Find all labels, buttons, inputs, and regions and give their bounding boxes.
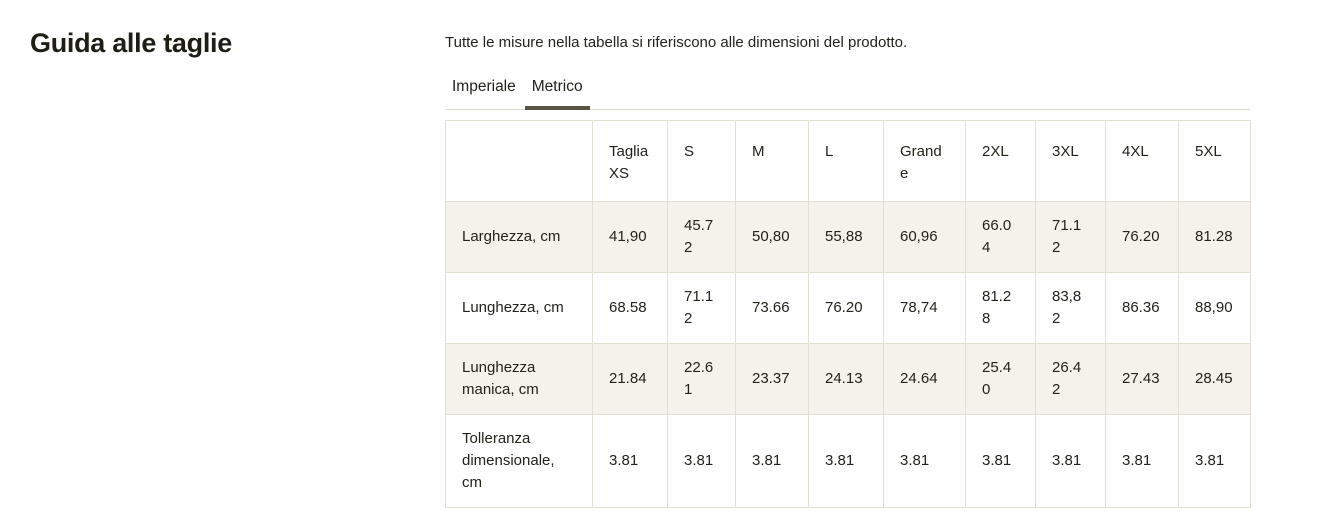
table-description: Tutte le misure nella tabella si riferiscono alle dimensioni del prodotto. xyxy=(445,34,908,51)
header-row xyxy=(446,121,1251,202)
table-cell: 50,80 xyxy=(736,202,809,273)
table-cell: 27.43 xyxy=(1106,344,1179,415)
table-cell: 28.45 xyxy=(1179,344,1251,415)
table-cell: 3.81 xyxy=(966,415,1036,508)
table-cell: 22.61 xyxy=(668,344,736,415)
table-cell: 24.13 xyxy=(809,344,884,415)
table-cell: 60,96 xyxy=(884,202,966,273)
row-label: Lunghezza manica, cm xyxy=(446,344,593,415)
table-cell: 3.81 xyxy=(668,415,736,508)
size-table xyxy=(445,120,1251,508)
unit-tabs xyxy=(445,78,1250,110)
table-cell: 76.20 xyxy=(809,273,884,344)
table-cell: 66.04 xyxy=(966,202,1036,273)
row-label: Tolleranza dimensionale, cm xyxy=(446,415,593,508)
table-row xyxy=(446,273,1251,344)
table-row xyxy=(446,344,1251,415)
column-header: Taglia XS xyxy=(593,121,668,202)
size-table-header xyxy=(446,121,1251,202)
table-cell: 71.12 xyxy=(668,273,736,344)
table-cell: 73.66 xyxy=(736,273,809,344)
tab-imperiale[interactable]: Imperiale xyxy=(445,78,523,110)
table-cell: 3.81 xyxy=(1179,415,1251,508)
table-cell: 78,74 xyxy=(884,273,966,344)
table-cell: 3.81 xyxy=(593,415,668,508)
row-label: Larghezza, cm xyxy=(446,202,593,273)
column-header: 5XL xyxy=(1179,121,1251,202)
table-cell: 81.28 xyxy=(1179,202,1251,273)
table-cell: 23.37 xyxy=(736,344,809,415)
table-cell: 76.20 xyxy=(1106,202,1179,273)
table-cell: 55,88 xyxy=(809,202,884,273)
table-cell: 21.84 xyxy=(593,344,668,415)
table-cell: 68.58 xyxy=(593,273,668,344)
page-title: Guida alle taglie xyxy=(30,28,232,58)
column-header: 2XL xyxy=(966,121,1036,202)
table-row xyxy=(446,202,1251,273)
table-cell: 3.81 xyxy=(884,415,966,508)
table-cell: 24.64 xyxy=(884,344,966,415)
table-cell: 71.12 xyxy=(1036,202,1106,273)
table-cell: 3.81 xyxy=(1036,415,1106,508)
table-cell: 3.81 xyxy=(736,415,809,508)
table-cell: 88,90 xyxy=(1179,273,1251,344)
column-header: L xyxy=(809,121,884,202)
row-label: Lunghezza, cm xyxy=(446,273,593,344)
table-cell: 3.81 xyxy=(809,415,884,508)
column-header: Grande xyxy=(884,121,966,202)
table-cell: 3.81 xyxy=(1106,415,1179,508)
corner-cell xyxy=(446,121,593,202)
column-header: M xyxy=(736,121,809,202)
table-cell: 45.72 xyxy=(668,202,736,273)
table-cell: 26.42 xyxy=(1036,344,1106,415)
column-header: S xyxy=(668,121,736,202)
size-guide-content xyxy=(445,30,1250,508)
column-header: 4XL xyxy=(1106,121,1179,202)
table-cell: 25.40 xyxy=(966,344,1036,415)
table-cell: 83,82 xyxy=(1036,273,1106,344)
table-row xyxy=(446,415,1251,508)
table-cell: 81.28 xyxy=(966,273,1036,344)
column-header: 3XL xyxy=(1036,121,1106,202)
table-cell: 86.36 xyxy=(1106,273,1179,344)
table-cell: 41,90 xyxy=(593,202,668,273)
tab-metrico[interactable]: Metrico xyxy=(525,78,590,110)
size-table-body xyxy=(446,202,1251,508)
